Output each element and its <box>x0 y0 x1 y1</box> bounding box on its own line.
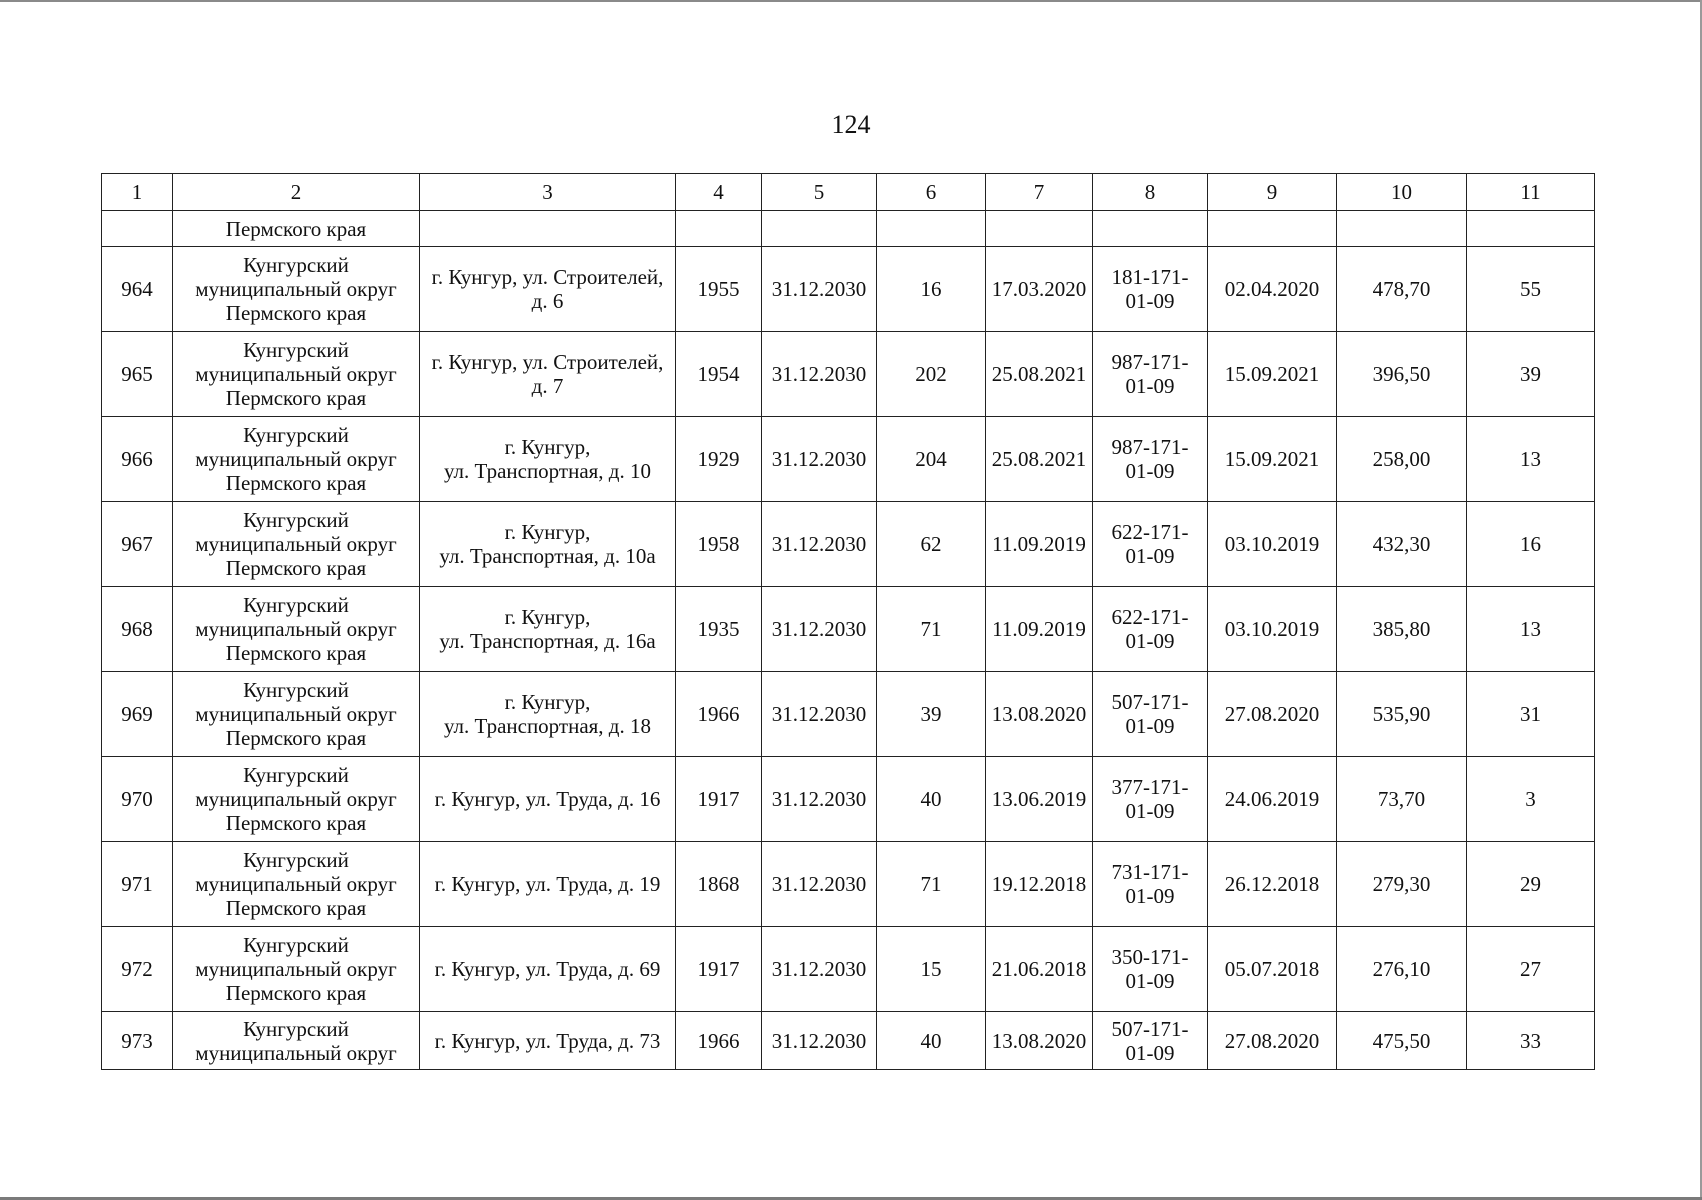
cell-col6: 40 <box>877 757 986 842</box>
cell-year: 1868 <box>676 842 762 927</box>
cell-address-line: г. Кунгур, <box>504 690 591 714</box>
cell-owner-line: муниципальный округ <box>195 532 397 556</box>
cell-address-line: г. Кунгур, ул. Труда, д. 16 <box>434 787 661 811</box>
cell-date-decision: 17.03.2020 <box>986 247 1093 332</box>
cell-year: 1917 <box>676 757 762 842</box>
cell-owner-line: муниципальный округ <box>195 702 397 726</box>
cell-address-line: г. Кунгур, <box>504 520 591 544</box>
cell-col11: 29 <box>1467 842 1595 927</box>
cell-col11: 3 <box>1467 757 1595 842</box>
cell-owner-line: Кунгурский <box>243 1016 349 1041</box>
cell-date-until: 31.12.2030 <box>762 587 877 672</box>
cell-owner-line: муниципальный округ <box>195 617 397 641</box>
cell-num: 973 <box>102 1012 173 1070</box>
cell-address <box>420 1012 676 1070</box>
cell-address <box>420 247 676 332</box>
cell-owner <box>173 1012 420 1070</box>
column-number-10: 10 <box>1337 174 1467 211</box>
registry-table <box>101 173 1595 1070</box>
cell-owner-line: Пермского края <box>225 556 367 580</box>
cell-address-line: г. Кунгур, ул. Труда, д. 69 <box>434 957 661 981</box>
cell-date-until: 31.12.2030 <box>762 502 877 587</box>
cell-doc-no-line: 507-171- <box>1111 690 1189 714</box>
cell-year <box>676 211 762 247</box>
cell-doc-no <box>1093 757 1208 842</box>
cell-owner-line: Кунгурский <box>243 423 349 447</box>
cell-date-until: 31.12.2030 <box>762 927 877 1012</box>
page-number: 124 <box>831 110 871 139</box>
table-row <box>102 417 1595 502</box>
cell-owner-line: Пермского края <box>225 811 367 835</box>
cell-doc-no <box>1093 927 1208 1012</box>
cell-date-doc: 03.10.2019 <box>1208 502 1337 587</box>
column-number-5: 5 <box>762 174 877 211</box>
cell-num: 968 <box>102 587 173 672</box>
cell-owner <box>173 332 420 417</box>
cell-owner: Пермского края <box>173 211 420 247</box>
cell-num: 964 <box>102 247 173 332</box>
cell-col6: 202 <box>877 332 986 417</box>
cell-date-until <box>762 211 877 247</box>
cell-doc-no <box>1093 587 1208 672</box>
cell-num: 971 <box>102 842 173 927</box>
cell-year: 1954 <box>676 332 762 417</box>
cell-date-decision <box>986 211 1093 247</box>
cell-date-until: 31.12.2030 <box>762 757 877 842</box>
cell-date-until: 31.12.2030 <box>762 247 877 332</box>
cell-col11: 33 <box>1467 1012 1595 1070</box>
cell-address <box>420 211 676 247</box>
cell-year: 1955 <box>676 247 762 332</box>
cell-owner-line: Кунгурский <box>243 593 349 617</box>
cell-col11: 13 <box>1467 587 1595 672</box>
column-number-3: 3 <box>420 174 676 211</box>
cell-address-line: г. Кунгур, ул. Труда, д. 73 <box>434 1028 661 1053</box>
cell-date-until: 31.12.2030 <box>762 332 877 417</box>
cell-col11: 31 <box>1467 672 1595 757</box>
cell-date-decision: 25.08.2021 <box>986 332 1093 417</box>
cell-date-doc: 15.09.2021 <box>1208 332 1337 417</box>
cell-owner <box>173 587 420 672</box>
cell-owner-line: муниципальный округ <box>195 277 397 301</box>
cell-doc-no-line: 01-09 <box>1125 1040 1175 1065</box>
cell-doc-no-line: 01-09 <box>1125 884 1175 908</box>
cell-area: 535,90 <box>1337 672 1467 757</box>
cell-address-line: д. 7 <box>531 374 564 398</box>
cell-num <box>102 211 173 247</box>
cell-address <box>420 842 676 927</box>
cell-num: 966 <box>102 417 173 502</box>
cell-area: 73,70 <box>1337 757 1467 842</box>
cell-owner-line: Кунгурский <box>243 763 349 787</box>
cell-area: 385,80 <box>1337 587 1467 672</box>
cell-doc-no <box>1093 1012 1208 1070</box>
cell-owner-line: Кунгурский <box>243 848 349 872</box>
cell-owner <box>173 757 420 842</box>
cell-owner-line: муниципальный округ <box>195 1040 397 1065</box>
cell-owner <box>173 672 420 757</box>
cell-num: 967 <box>102 502 173 587</box>
cell-owner-line: муниципальный округ <box>195 362 397 386</box>
cell-date-doc: 03.10.2019 <box>1208 587 1337 672</box>
cell-col6: 39 <box>877 672 986 757</box>
cell-address-line: г. Кунгур, ул. Строителей, <box>431 265 664 289</box>
cell-address-line: д. 6 <box>531 289 564 313</box>
cell-doc-no-line: 01-09 <box>1125 969 1175 993</box>
cell-col6: 71 <box>877 842 986 927</box>
cell-owner-line: муниципальный округ <box>195 872 397 896</box>
cell-owner-line: Пермского края <box>225 981 367 1005</box>
cell-year: 1966 <box>676 1012 762 1070</box>
cell-num: 972 <box>102 927 173 1012</box>
cell-year: 1966 <box>676 672 762 757</box>
cell-area: 279,30 <box>1337 842 1467 927</box>
cell-date-doc <box>1208 211 1337 247</box>
cell-address <box>420 587 676 672</box>
cell-date-until: 31.12.2030 <box>762 842 877 927</box>
table-row <box>102 757 1595 842</box>
column-number-1: 1 <box>102 174 173 211</box>
cell-owner-line: Пермского края <box>225 726 367 750</box>
cell-date-decision: 11.09.2019 <box>986 502 1093 587</box>
cell-year: 1958 <box>676 502 762 587</box>
cell-address-line: ул. Транспортная, д. 10а <box>439 544 656 568</box>
cell-area: 258,00 <box>1337 417 1467 502</box>
table-row <box>102 502 1595 587</box>
table-row <box>102 842 1595 927</box>
cell-owner <box>173 842 420 927</box>
cell-doc-no-line: 350-171- <box>1111 945 1189 969</box>
cell-doc-no-line: 731-171- <box>1111 860 1189 884</box>
cell-year: 1935 <box>676 587 762 672</box>
cell-address-line: г. Кунгур, ул. Строителей, <box>431 350 664 374</box>
cell-doc-no-line: 01-09 <box>1125 799 1175 823</box>
cell-col11: 13 <box>1467 417 1595 502</box>
cell-col6: 15 <box>877 927 986 1012</box>
cell-owner <box>173 927 420 1012</box>
column-number-9: 9 <box>1208 174 1337 211</box>
cell-address <box>420 672 676 757</box>
cell-col11 <box>1467 211 1595 247</box>
cell-col11: 55 <box>1467 247 1595 332</box>
cell-owner-line: Кунгурский <box>243 933 349 957</box>
cell-date-doc: 27.08.2020 <box>1208 672 1337 757</box>
table-row <box>102 672 1595 757</box>
cell-date-decision: 13.08.2020 <box>986 1012 1093 1070</box>
table-row <box>102 247 1595 332</box>
cell-doc-no-line: 987-171- <box>1111 350 1189 374</box>
cell-doc-no <box>1093 842 1208 927</box>
cell-doc-no-line: 01-09 <box>1125 629 1175 653</box>
cell-address <box>420 502 676 587</box>
cell-col6 <box>877 211 986 247</box>
cell-date-until: 31.12.2030 <box>762 417 877 502</box>
column-number-7: 7 <box>986 174 1093 211</box>
cell-date-until: 31.12.2030 <box>762 672 877 757</box>
cell-col6: 16 <box>877 247 986 332</box>
cell-date-decision: 19.12.2018 <box>986 842 1093 927</box>
cell-owner-line: Кунгурский <box>243 678 349 702</box>
column-number-6: 6 <box>877 174 986 211</box>
cell-doc-no <box>1093 672 1208 757</box>
cell-doc-no-line: 181-171- <box>1111 265 1189 289</box>
cell-area: 478,70 <box>1337 247 1467 332</box>
cell-doc-no <box>1093 502 1208 587</box>
cell-address-line: ул. Транспортная, д. 10 <box>443 459 651 483</box>
table-row <box>102 927 1595 1012</box>
cell-owner-line: Пермского края <box>225 301 367 325</box>
column-number-4: 4 <box>676 174 762 211</box>
cell-owner <box>173 417 420 502</box>
cell-doc-no-line: 507-171- <box>1111 1016 1189 1041</box>
cell-doc-no-line: 01-09 <box>1125 459 1175 483</box>
cell-owner-line: Пермского края <box>225 386 367 410</box>
cell-date-doc: 27.08.2020 <box>1208 1012 1337 1070</box>
cell-owner-line: Кунгурский <box>243 508 349 532</box>
cell-doc-no-line: 377-171- <box>1111 775 1189 799</box>
cell-doc-no <box>1093 332 1208 417</box>
cell-col11: 16 <box>1467 502 1595 587</box>
cell-doc-no-line: 622-171- <box>1111 605 1189 629</box>
cell-col6: 204 <box>877 417 986 502</box>
cell-col11: 39 <box>1467 332 1595 417</box>
cell-doc-no-line: 01-09 <box>1125 544 1175 568</box>
cell-address <box>420 927 676 1012</box>
cell-address-line: ул. Транспортная, д. 16а <box>439 629 656 653</box>
cell-area: 396,50 <box>1337 332 1467 417</box>
cell-address-line: г. Кунгур, <box>504 605 591 629</box>
cell-doc-no <box>1093 211 1208 247</box>
table-row <box>102 1012 1595 1070</box>
table-body <box>102 174 1595 1070</box>
column-number-row <box>102 174 1595 211</box>
cell-col11: 27 <box>1467 927 1595 1012</box>
cell-area <box>1337 211 1467 247</box>
table-row <box>102 587 1595 672</box>
cell-owner <box>173 502 420 587</box>
cell-address-line: г. Кунгур, ул. Труда, д. 19 <box>434 872 661 896</box>
cell-owner-line: муниципальный округ <box>195 957 397 981</box>
cell-num: 969 <box>102 672 173 757</box>
cell-year: 1929 <box>676 417 762 502</box>
cell-date-doc: 05.07.2018 <box>1208 927 1337 1012</box>
cell-doc-no-line: 01-09 <box>1125 374 1175 398</box>
cell-date-until: 31.12.2030 <box>762 1012 877 1070</box>
table-row <box>102 332 1595 417</box>
column-number-8: 8 <box>1093 174 1208 211</box>
cell-owner-line: муниципальный округ <box>195 447 397 471</box>
cell-address <box>420 417 676 502</box>
cell-year: 1917 <box>676 927 762 1012</box>
cell-address-line: ул. Транспортная, д. 18 <box>443 714 651 738</box>
cell-owner-line: Пермского края <box>225 896 367 920</box>
cell-num: 970 <box>102 757 173 842</box>
cell-address-line: г. Кунгур, <box>504 435 591 459</box>
cell-address <box>420 757 676 842</box>
cell-date-doc: 02.04.2020 <box>1208 247 1337 332</box>
column-number-2: 2 <box>173 174 420 211</box>
cell-doc-no-line: 01-09 <box>1125 289 1175 313</box>
cell-num: 965 <box>102 332 173 417</box>
cell-date-doc: 24.06.2019 <box>1208 757 1337 842</box>
cell-doc-no-line: 622-171- <box>1111 520 1189 544</box>
cell-doc-no <box>1093 417 1208 502</box>
cell-col6: 62 <box>877 502 986 587</box>
cell-owner-line: Кунгурский <box>243 253 349 277</box>
cell-owner-line: Пермского края <box>225 641 367 665</box>
cell-owner-line: Пермского края <box>225 471 367 495</box>
cell-doc-no <box>1093 247 1208 332</box>
cell-area: 276,10 <box>1337 927 1467 1012</box>
column-number-11: 11 <box>1467 174 1595 211</box>
cell-date-doc: 15.09.2021 <box>1208 417 1337 502</box>
cell-date-doc: 26.12.2018 <box>1208 842 1337 927</box>
cell-date-decision: 11.09.2019 <box>986 587 1093 672</box>
cell-owner-line: Кунгурский <box>243 338 349 362</box>
cell-col6: 40 <box>877 1012 986 1070</box>
cell-date-decision: 13.08.2020 <box>986 672 1093 757</box>
cell-doc-no-line: 01-09 <box>1125 714 1175 738</box>
cell-doc-no-line: 987-171- <box>1111 435 1189 459</box>
cell-date-decision: 25.08.2021 <box>986 417 1093 502</box>
cell-area: 475,50 <box>1337 1012 1467 1070</box>
cell-date-decision: 21.06.2018 <box>986 927 1093 1012</box>
page-edge-top <box>0 0 1702 2</box>
continuation-row <box>102 211 1595 247</box>
cell-owner-line: муниципальный округ <box>195 787 397 811</box>
cell-address <box>420 332 676 417</box>
cell-col6: 71 <box>877 587 986 672</box>
cell-date-decision: 13.06.2019 <box>986 757 1093 842</box>
cell-owner <box>173 247 420 332</box>
cell-area: 432,30 <box>1337 502 1467 587</box>
